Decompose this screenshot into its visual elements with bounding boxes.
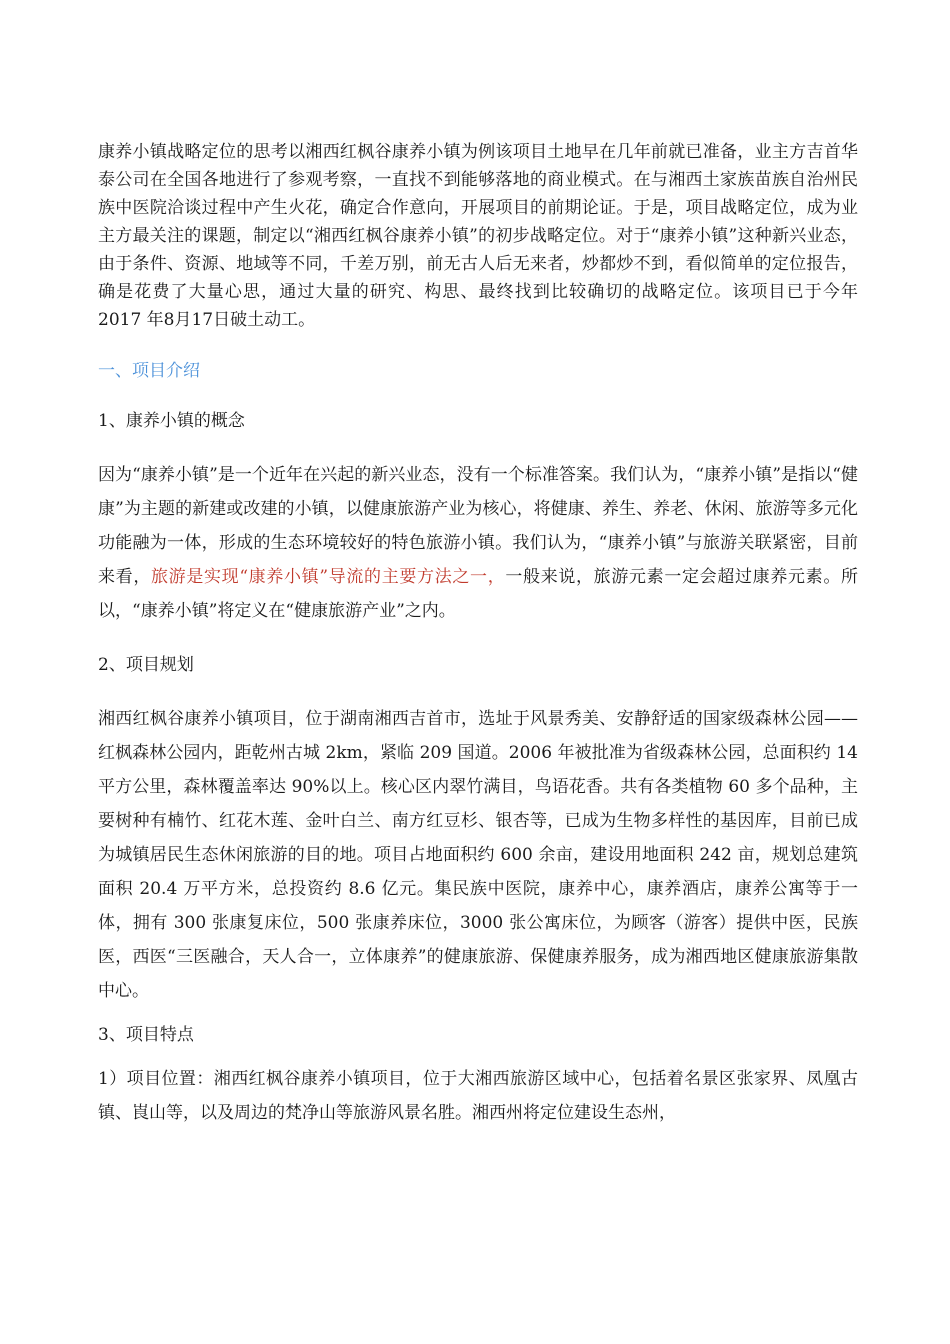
subsection-heading-planning: 2、项目规划 <box>98 655 194 675</box>
subsection-heading-concept: 1、康养小镇的概念 <box>98 411 245 431</box>
concept-highlight: 旅游是实现“康养小镇”导流的主要方法之一， <box>151 567 506 587</box>
concept-text-after: 一般来说，旅游元素一定会超过康养元素。所以，“康养小镇”将定义在“健康旅游产业”之内。 <box>98 567 858 621</box>
planning-paragraph: 湘西红枫谷康养小镇项目，位于湖南湘西吉首市，选址于风景秀美、安静舒适的国家级森林公园——红枫森林公园内，距乾州古城 2km，紧临 209 国道。2006 年被批准为省级森林公园，总面积约 14 平方公里，森林覆盖率达 90%以上。核心区内翠竹满目，鸟语花香。共有各类植物 60 多个品种，主要树种有楠竹、红花木莲、金叶白兰、南方红豆杉、银杏等，已成为生物多样性的基因库，目前已成为城镇居民生态休闲旅游的目的地。项目占地面积约 600 余亩，建设用地面积 242 亩，规划总建筑面积 20.4 万平方米，总投资约 8.6 亿元。集民族中医院，康养中心，康养酒店，康养公寓等于一体，拥有 300 张康复床位，500 张康养床位，3000 张公寓床位，为顾客（游客）提供中医，民族医，西医“三医融合，天人合一，立体康养”的健康旅游、保健康养服务，成为湘西地区健康旅游集散中心。 <box>98 709 858 1001</box>
features-paragraph: 1）项目位置：湘西红枫谷康养小镇项目，位于大湘西旅游区域中心，包括着名景区张家界、凤凰古镇、崀山等，以及周边的梵净山等旅游风景名胜。湘西州将定位建设生态州， <box>98 1069 858 1123</box>
subsection-heading-features: 3、项目特点 <box>98 1025 194 1045</box>
concept-text-before: 因为“康养小镇”是一个近年在兴起的新兴业态，没有一个标准答案。我们认为，“康养小镇”是指以“健康”为主题的新建或改建的小镇，以健康旅游产业为核心，将健康、养生、养老、休闲、旅游等多元化功能融为一体，形成的生态环境较好的特色旅游小镇。我们认为，“康养小镇”与旅游关联紧密，目前来看， <box>98 465 858 587</box>
intro-paragraph: 康养小镇战略定位的思考以湘西红枫谷康养小镇为例该项目土地早在几年前就已准备，业主方吉首华泰公司在全国各地进行了参观考察，一直找不到能够落地的商业模式。在与湘西土家族苗族自治州民族中医院洽谈过程中产生火花，确定合作意向，开展项目的前期论证。于是，项目战略定位，成为业主方最关注的课题，制定以“湘西红枫谷康养小镇”的初步战略定位。对于“康养小镇”这种新兴业态，由于条件、资源、地域等不同，千差万别，前无古人后无来者，炒都炒不到，看似简单的定位报告，确是花费了大量心思，通过大量的研究、构思、最终找到比较确切的战略定位。该项目已于今年 2017 年8月17日破土动工。 <box>98 142 858 330</box>
section-heading-project-intro: 一、项目介绍 <box>98 361 200 381</box>
document-page <box>98 138 858 1130</box>
concept-paragraph <box>98 458 858 628</box>
